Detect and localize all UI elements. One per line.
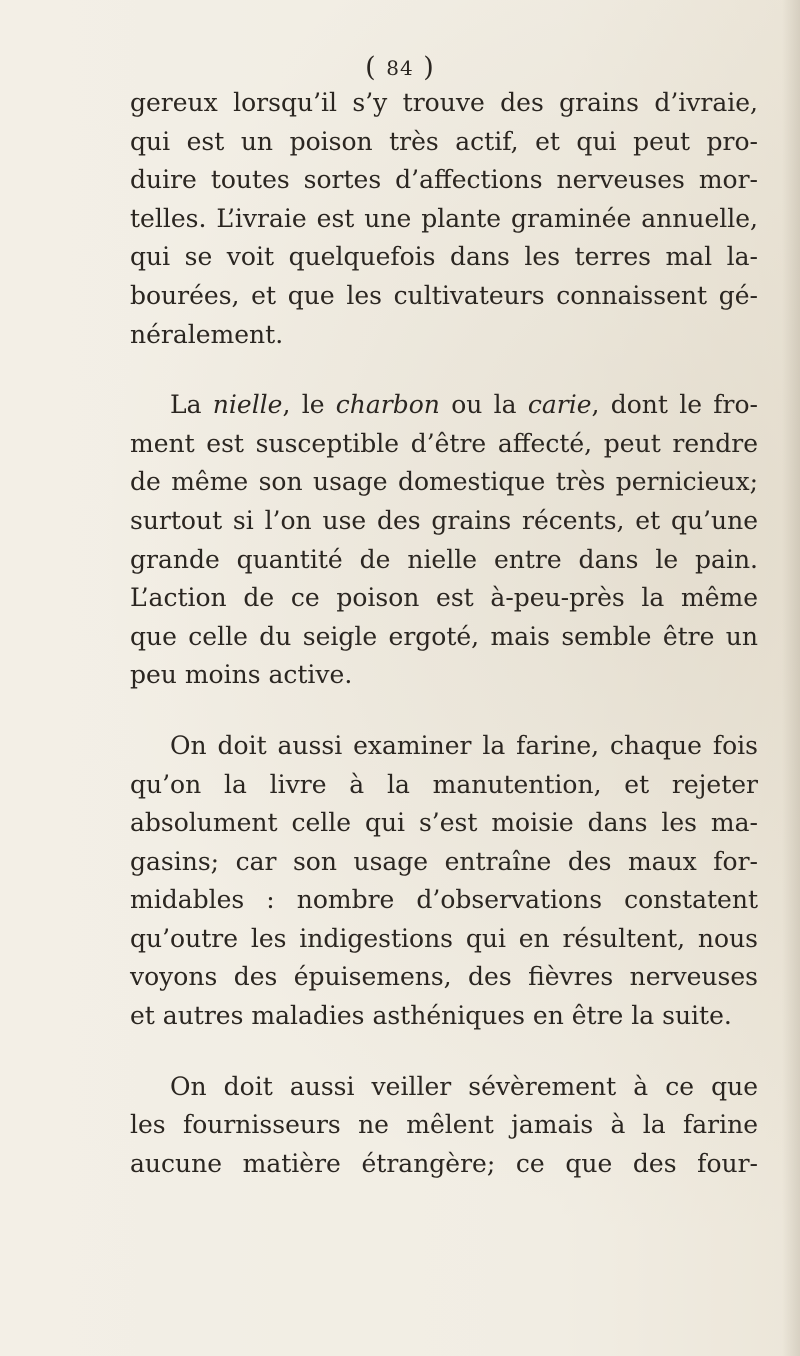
text-line: surtout si l’on use des grains récents, et qu’une xyxy=(130,505,758,535)
text-line: qu’outre les indigestions qui en résultent, nous xyxy=(130,923,758,953)
text-line: gereux lorsqu’il s’y trouve des grains d’ivraie, xyxy=(130,88,758,117)
paragraph-gap xyxy=(130,354,758,386)
italic-term-nielle: nielle xyxy=(212,390,283,420)
body-text xyxy=(130,84,758,1183)
paragraph-gap xyxy=(130,695,758,727)
text-line: duire toutes sortes d’affections nerveuses mor- xyxy=(130,165,758,195)
text-line: qui se voit quelquefois dans les terres mal la- xyxy=(130,242,758,272)
text-line: les fournisseurs ne mêlent jamais à la farine xyxy=(130,1110,758,1140)
text-line: bourées, et que les cultivateurs connaissent gé- xyxy=(130,280,758,310)
paragraph-2 xyxy=(130,386,758,695)
text-line: absolument celle qui s’est moisie dans les ma- xyxy=(130,808,758,838)
text-line: que celle du seigle ergoté, mais semble être un xyxy=(130,621,758,651)
text-line: et autres maladies asthéniques en être la suite. xyxy=(130,1001,732,1031)
text-line: aucune matière étrangère; ce que des four- xyxy=(130,1148,758,1178)
text-line: On doit aussi veiller sévèrement à ce que xyxy=(170,1071,758,1101)
paragraph-1 xyxy=(130,84,758,354)
text-line: peu moins active. xyxy=(130,660,353,690)
paragraph-4 xyxy=(130,1068,758,1184)
page-header xyxy=(0,52,800,83)
text-line: qu’on la livre à la manutention, et rejeter xyxy=(130,769,758,799)
text-line: de même son usage domestique très pernicieux; xyxy=(130,467,758,497)
paragraph-3 xyxy=(130,727,758,1036)
text-run: , le xyxy=(282,390,336,420)
paragraph-gap xyxy=(130,1036,758,1068)
text-line: On doit aussi examiner la farine, chaque fois xyxy=(170,730,758,760)
text-run: La xyxy=(170,390,213,420)
text-line xyxy=(130,386,758,425)
text-line: L’action de ce poison est à-peu-près la même xyxy=(130,583,758,613)
text-line: grande quantité de nielle entre dans le pain. xyxy=(130,544,758,574)
text-line: voyons des épuisemens, des fièvres nerveuses xyxy=(130,962,758,992)
text-run: ou la xyxy=(439,390,528,420)
italic-term-charbon: charbon xyxy=(335,390,440,420)
text-line: ment est susceptible d’être affecté, peut rendre xyxy=(130,428,758,458)
text-line: midables : nombre d’observations constatent xyxy=(130,885,758,915)
page-edge-shadow xyxy=(782,0,800,1356)
text-line: néralement. xyxy=(130,319,284,349)
header-open-paren: ( xyxy=(365,52,387,83)
text-line: telles. L’ivraie est une plante graminée annuelle, xyxy=(130,203,758,233)
page-number: 84 xyxy=(386,56,414,80)
header-close-paren: ) xyxy=(413,52,435,83)
italic-term-carie: carie xyxy=(527,390,592,420)
text-line: qui est un poison très actif, et qui peut pro- xyxy=(130,126,758,156)
text-run: , dont le fro- xyxy=(591,390,758,420)
text-line: gasins; car son usage entraîne des maux for- xyxy=(130,846,758,876)
